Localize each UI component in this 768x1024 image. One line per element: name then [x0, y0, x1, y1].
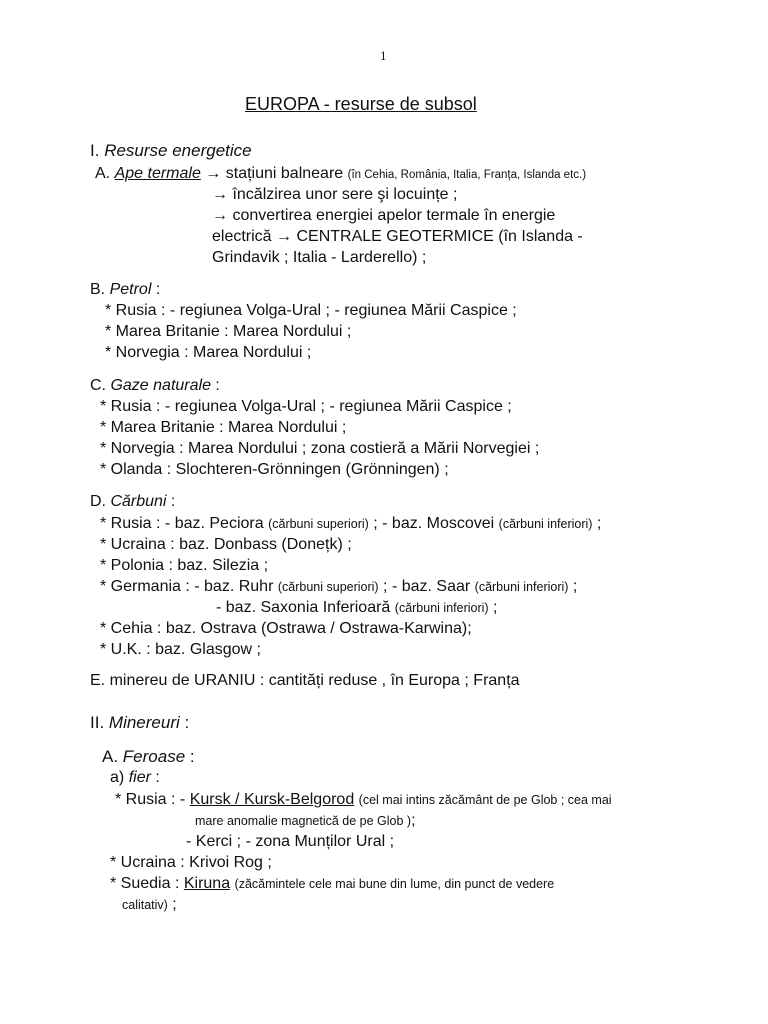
subsection-a-line-3: → convertirea energiei apelor termale în energie: [212, 207, 556, 224]
fier-suedia: [110, 874, 554, 894]
note: (cărbuni superiori): [277, 580, 379, 594]
label: A.: [102, 747, 119, 766]
subsection-b-heading: [90, 280, 160, 300]
colon: :: [185, 747, 195, 766]
fier-kerci: - Kerci ; - zona Munților Ural ;: [186, 833, 395, 850]
subsection-e: E. minereu de URANIU : cantități reduse , în Europa ; Franța: [90, 672, 520, 689]
arrow: →: [205, 165, 222, 182]
colon: :: [210, 377, 220, 394]
note: (cel mai intins zăcământ de pe Glob ; cea mai: [358, 793, 612, 807]
colon: :: [151, 281, 161, 298]
statiuni-balneare: stațiuni balneare: [225, 165, 344, 182]
statiuni-note: (în Cehia, România, Italia, Franța, Islanda etc.): [347, 169, 587, 181]
subsection-c-heading: [90, 376, 220, 396]
text: ;: [411, 812, 416, 829]
subsection-b-name: Petrol: [109, 281, 152, 298]
subsection-a-line-5: Grindavik ; Italia - Larderello) ;: [212, 249, 427, 266]
text: * Germania : - baz. Ruhr: [100, 578, 274, 595]
colon: :: [150, 769, 160, 786]
text: ; - baz. Saar: [383, 578, 471, 595]
text: ;: [572, 578, 578, 595]
carbuni-polonia: * Polonia : baz. Silezia ;: [100, 557, 269, 574]
section-1-title: Resurse energetice: [104, 141, 252, 160]
section-2-heading: [90, 713, 189, 733]
section-1-heading: [90, 141, 252, 161]
section-2-title: Minereuri: [108, 713, 180, 732]
note: calitativ): [122, 898, 168, 912]
subsection-a-name: Ape termale: [114, 165, 201, 182]
fier-name: fier: [128, 769, 151, 786]
section-1-number: I.: [90, 141, 100, 160]
page-number: 1: [380, 48, 387, 63]
subsection-a-label: A.: [95, 165, 111, 182]
feroase-name: Feroase: [122, 747, 186, 766]
gaze-line-4: * Olanda : Slochteren-Grönningen (Grönningen) ;: [100, 461, 449, 478]
fier-suedia-note-2: [122, 895, 177, 915]
section-2-number: II.: [90, 713, 105, 732]
label: a): [110, 769, 125, 786]
carbuni-germania: [100, 577, 577, 597]
colon: :: [166, 493, 176, 510]
subsection-b-label: B.: [90, 281, 106, 298]
subsection-c-name: Gaze naturale: [110, 377, 211, 394]
note: (cărbuni inferiori): [394, 601, 489, 615]
text: * Rusia : - baz. Peciora: [100, 515, 264, 532]
note: (zăcămintele cele mai bune din lume, din punct de vedere: [234, 877, 555, 891]
note: (cărbuni inferiori): [498, 517, 593, 531]
text: ;: [172, 896, 177, 913]
subsection-d-label: D.: [90, 493, 106, 510]
carbuni-cehia: * Cehia : baz. Ostrava (Ostrawa / Ostrawa-Karwina);: [100, 620, 472, 637]
petrol-line-3: * Norvegia : Marea Nordului ;: [105, 344, 312, 361]
petrol-line-2: * Marea Britanie : Marea Nordului ;: [105, 323, 352, 340]
petrol-line-1: * Rusia : - regiunea Volga-Ural ; - regiunea Mării Caspice ;: [105, 302, 517, 319]
subsection-d-name: Cărbuni: [110, 493, 167, 510]
text: ;: [596, 515, 602, 532]
fier-rusia-note-2: [195, 811, 416, 831]
subsection-c-label: C.: [90, 377, 106, 394]
page-title: EUROPA - resurse de subsol: [245, 94, 477, 114]
feroase-heading: [102, 747, 195, 767]
subsection-a-line-4: electrică → CENTRALE GEOTERMICE (în Islanda -: [212, 228, 583, 245]
kiruna-text: Kiruna: [183, 875, 231, 892]
subsection-a-line-2: → încălzirea unor sere şi locuințe ;: [212, 186, 458, 203]
note: (cărbuni superiori): [268, 517, 369, 531]
subsection-a-line-1: [95, 164, 586, 185]
fier-heading: [110, 768, 160, 788]
text: ; - baz. Moscovei: [373, 515, 495, 532]
fier-ucraina: * Ucraina : Krivoi Rog ;: [110, 854, 272, 871]
text: * Suedia :: [110, 875, 180, 892]
gaze-line-3: * Norvegia : Marea Nordului ; zona costieră a Mării Norvegiei ;: [100, 440, 540, 457]
carbuni-uk: * U.K. : baz. Glasgow ;: [100, 641, 261, 658]
text: - baz. Saxonia Inferioară: [216, 599, 391, 616]
carbuni-ucraina: * Ucraina : baz. Donbass (Donețk) ;: [100, 536, 352, 553]
carbuni-rusia: [100, 514, 601, 534]
text: ;: [493, 599, 498, 616]
subsection-d-heading: [90, 492, 175, 512]
kursk-link-text: Kursk / Kursk-Belgorod: [189, 791, 355, 808]
note: (cărbuni inferiori): [474, 580, 569, 594]
fier-rusia: [115, 790, 612, 810]
gaze-line-1: * Rusia : - regiunea Volga-Ural ; - regiunea Mării Caspice ;: [100, 398, 512, 415]
colon: :: [179, 713, 190, 732]
carbuni-saxonia: [216, 598, 497, 618]
text: * Rusia : -: [115, 791, 186, 808]
gaze-line-2: * Marea Britanie : Marea Nordului ;: [100, 419, 347, 436]
note: mare anomalie magnetică de pe Glob ): [195, 814, 412, 828]
